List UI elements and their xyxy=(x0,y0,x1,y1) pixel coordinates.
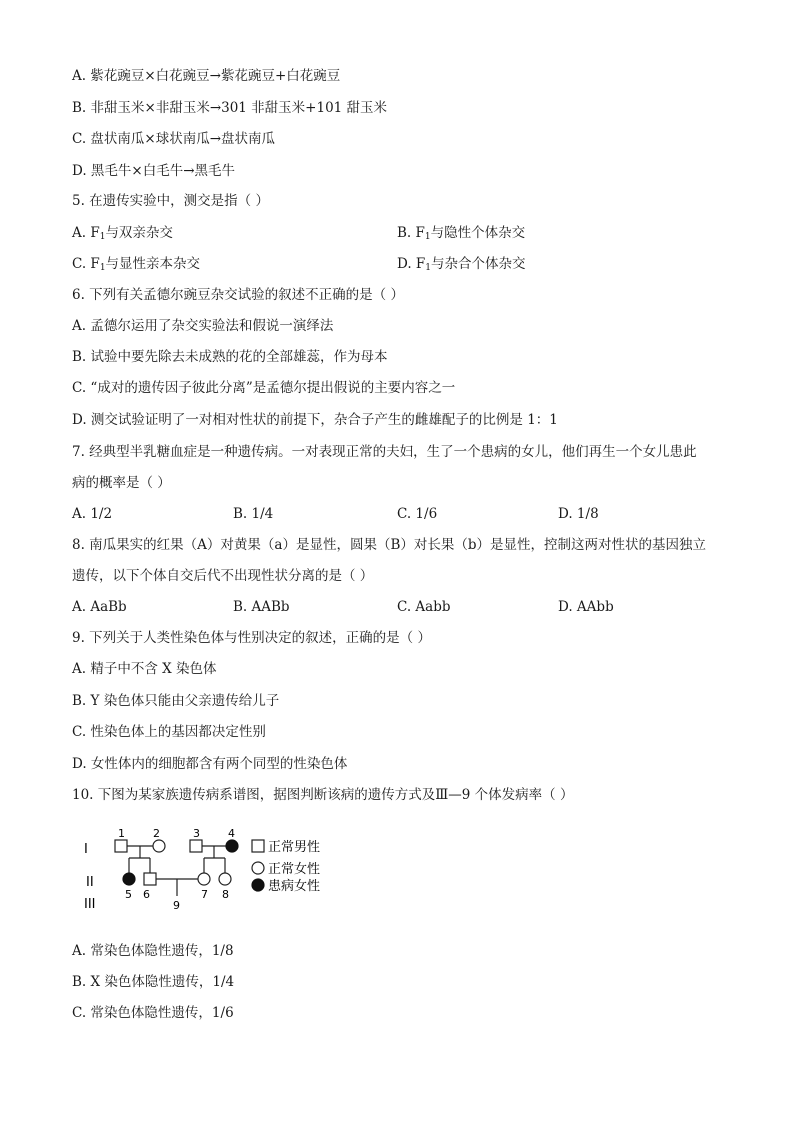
individual-5-affected-female xyxy=(123,873,135,885)
q7-option-d: D. 1/8 xyxy=(558,506,599,522)
q6-option-b: B. 试验中要先除去未成熟的花的全部雄蕊，作为母本 xyxy=(72,349,388,365)
legend-normal-male-label: 正常男性 xyxy=(268,840,321,855)
individual-6-normal-male xyxy=(144,873,156,885)
q5-option-b: B. $F_1$与隐性个体杂交 xyxy=(397,225,526,242)
q5-option-a: A. $F_1$与双亲杂交 xyxy=(72,225,173,242)
q8-option-c: C. Aabb xyxy=(397,599,451,615)
q6-option-d: D. 测交试验证明了一对相对性状的前提下，杂合子产生的雌雄配子的比例是 1：1 xyxy=(72,412,558,428)
q9-stem: 9. 下列关于人类性染色体与性别决定的叙述，正确的是（ ） xyxy=(72,630,431,646)
q8-option-b: B. AABb xyxy=(233,599,290,615)
q4-option-a: A. 紫花豌豆×白花豌豆→紫花豌豆+白花豌豆 xyxy=(72,68,341,84)
q4-option-c: C. 盘状南瓜×球状南瓜→盘状南瓜 xyxy=(72,131,276,147)
individual-4-affected-female xyxy=(226,840,238,852)
legend-affected-female-symbol xyxy=(252,879,264,891)
q7-stem-line2: 病的概率是（ ） xyxy=(72,475,171,491)
q10-option-a: A. 常染色体隐性遗传，1/8 xyxy=(72,943,234,959)
q6-option-c: C. “成对的遗传因子彼此分离”是孟德尔提出假说的主要内容之一 xyxy=(72,380,456,396)
individual-3-normal-male xyxy=(190,840,202,852)
q4-option-d: D. 黑毛牛×白毛牛→黑毛牛 xyxy=(72,163,236,179)
q6-option-a: A. 孟德尔运用了杂交实验法和假说一演绎法 xyxy=(72,318,334,334)
q5-stem: 5. 在遗传实验中，测交是指（ ） xyxy=(72,193,269,209)
id-label-7: 7 xyxy=(201,888,208,901)
q8-stem-line2: 遗传，以下个体自交后代不出现性状分离的是（ ） xyxy=(72,568,374,584)
id-label-2: 2 xyxy=(153,827,160,840)
id-label-6: 6 xyxy=(143,888,150,901)
id-label-1: 1 xyxy=(118,827,125,840)
gen-label-ii: II xyxy=(86,875,94,890)
id-label-5: 5 xyxy=(125,888,132,901)
q10-stem: 10. 下图为某家族遗传病系谱图，据图判断该病的遗传方式及Ⅲ—9 个体发病率（ ） xyxy=(72,787,574,803)
q6-stem: 6. 下列有关孟德尔豌豆杂交试验的叙述不正确的是（ ） xyxy=(72,287,404,303)
id-label-3: 3 xyxy=(193,827,200,840)
q5-option-d: D. $F_1$与杂合个体杂交 xyxy=(397,256,526,273)
q7-option-c: C. 1/6 xyxy=(397,506,438,522)
q10-option-c: C. 常染色体隐性遗传，1/6 xyxy=(72,1005,234,1021)
q9-option-d: D. 女性体内的细胞都含有两个同型的性染色体 xyxy=(72,756,348,772)
legend-normal-male-symbol xyxy=(252,840,264,852)
q4-option-b: B. 非甜玉米×非甜玉米→301 非甜玉米+101 甜玉米 xyxy=(72,100,388,116)
q8-option-a: A. AaBb xyxy=(72,599,127,615)
q7-option-b: B. 1/4 xyxy=(233,506,274,522)
legend-normal-female-label: 正常女性 xyxy=(268,862,321,877)
id-label-4: 4 xyxy=(228,827,235,840)
q8-stem-line1: 8. 南瓜果实的红果（A）对黄果（a）是显性，圆果（B）对长果（b）是显性，控制这两对性状的基因独立 xyxy=(72,537,707,553)
q5-option-c: C. $F_1$与显性亲本杂交 xyxy=(72,256,201,273)
individual-1-normal-male xyxy=(115,840,127,852)
legend-affected-female-label: 患病女性 xyxy=(268,879,321,894)
legend-normal-female-symbol xyxy=(252,862,264,874)
q8-option-d: D. AAbb xyxy=(558,599,614,615)
individual-2-normal-female xyxy=(153,840,165,852)
individual-7-normal-female xyxy=(198,873,210,885)
q7-stem-line1: 7. 经典型半乳糖血症是一种遗传病。一对表现正常的夫妇，生了一个患病的女儿，他们再生一个女儿患此 xyxy=(72,444,697,460)
q9-option-b: B. Y 染色体只能由父亲遗传给儿子 xyxy=(72,693,280,709)
pedigree-chart xyxy=(78,822,348,917)
q9-option-a: A. 精子中不含 X 染色体 xyxy=(72,661,217,677)
q10-option-b: B. X 染色体隐性遗传，1/4 xyxy=(72,974,235,990)
individual-8-normal-female xyxy=(219,873,231,885)
id-label-8: 8 xyxy=(222,888,229,901)
gen-label-iii: III xyxy=(84,897,96,912)
q7-option-a: A. 1/2 xyxy=(72,506,113,522)
gen-label-i: I xyxy=(84,842,88,857)
q9-option-c: C. 性染色体上的基因都决定性别 xyxy=(72,724,266,740)
id-label-9: 9 xyxy=(173,899,180,912)
